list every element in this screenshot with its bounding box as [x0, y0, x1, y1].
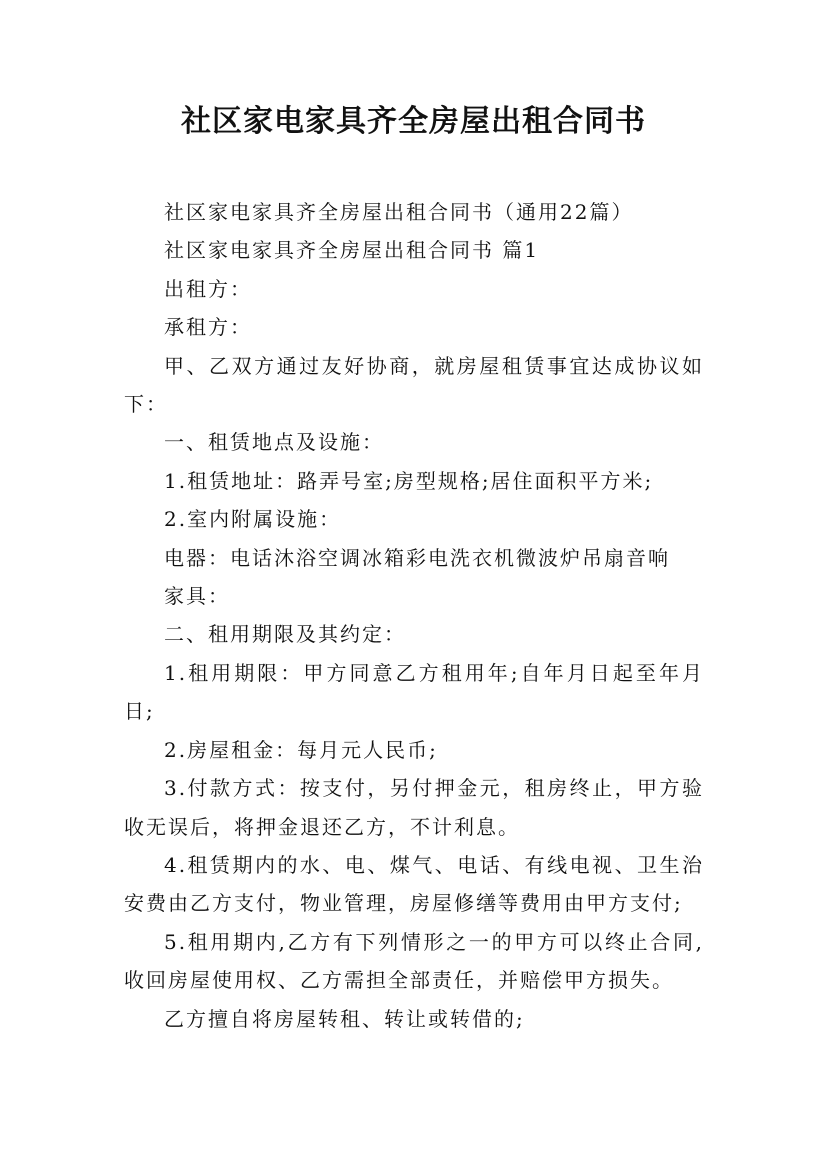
paragraph-lessor: 出租方： — [164, 276, 252, 301]
paragraph-clause-1-heading: 一、租赁地点及设施： — [164, 430, 384, 455]
paragraph-clause-1-2: 2.室内附属设施： — [164, 507, 342, 532]
paragraph-subtitle: 社区家电家具齐全房屋出租合同书（通用22篇） — [164, 200, 634, 224]
paragraph-clause-2-1: 1.租用期限：甲方同意乙方租用年;自年月日起至年月日; — [124, 660, 704, 724]
paragraph-section-heading: 社区家电家具齐全房屋出租合同书 篇1 — [164, 238, 540, 263]
paragraph-appliances: 电器：电话沐浴空调冰箱彩电洗衣机微波炉吊扇音响 — [164, 545, 670, 570]
paragraph-clause-2-2: 2.房屋租金：每月元人民币; — [164, 737, 438, 762]
paragraph-clause-2-4: 4.租赁期内的水、电、煤气、电话、有线电视、卫生治安费由乙方支付，物业管理，房屋修缮等费用由甲方支付; — [124, 852, 704, 916]
paragraph-agreement-intro: 甲、乙双方通过友好协商，就房屋租赁事宜达成协议如下： — [124, 353, 704, 417]
paragraph-furniture: 家具： — [164, 584, 230, 609]
paragraph-clause-2-heading: 二、租用期限及其约定： — [164, 622, 406, 647]
document-title: 社区家电家具齐全房屋出租合同书 — [181, 104, 646, 139]
paragraph-clause-2-3: 3.付款方式：按支付，另付押金元，租房终止，甲方验收无误后，将押金退还乙方，不计利息。 — [124, 776, 704, 839]
document-body — [124, 193, 704, 1038]
paragraph-clause-1-1: 1.租赁地址：路弄号室;房型规格;居住面积平方米; — [164, 468, 654, 493]
paragraph-clause-2-5: 5.租用期内,乙方有下列情形之一的甲方可以终止合同,收回房屋使用权、乙方需担全部责任，并赔偿甲方损失。 — [124, 929, 704, 993]
paragraph-sublet-condition: 乙方擅自将房屋转租、转让或转借的; — [164, 1006, 525, 1031]
paragraph-lessee: 承租方： — [164, 315, 252, 340]
